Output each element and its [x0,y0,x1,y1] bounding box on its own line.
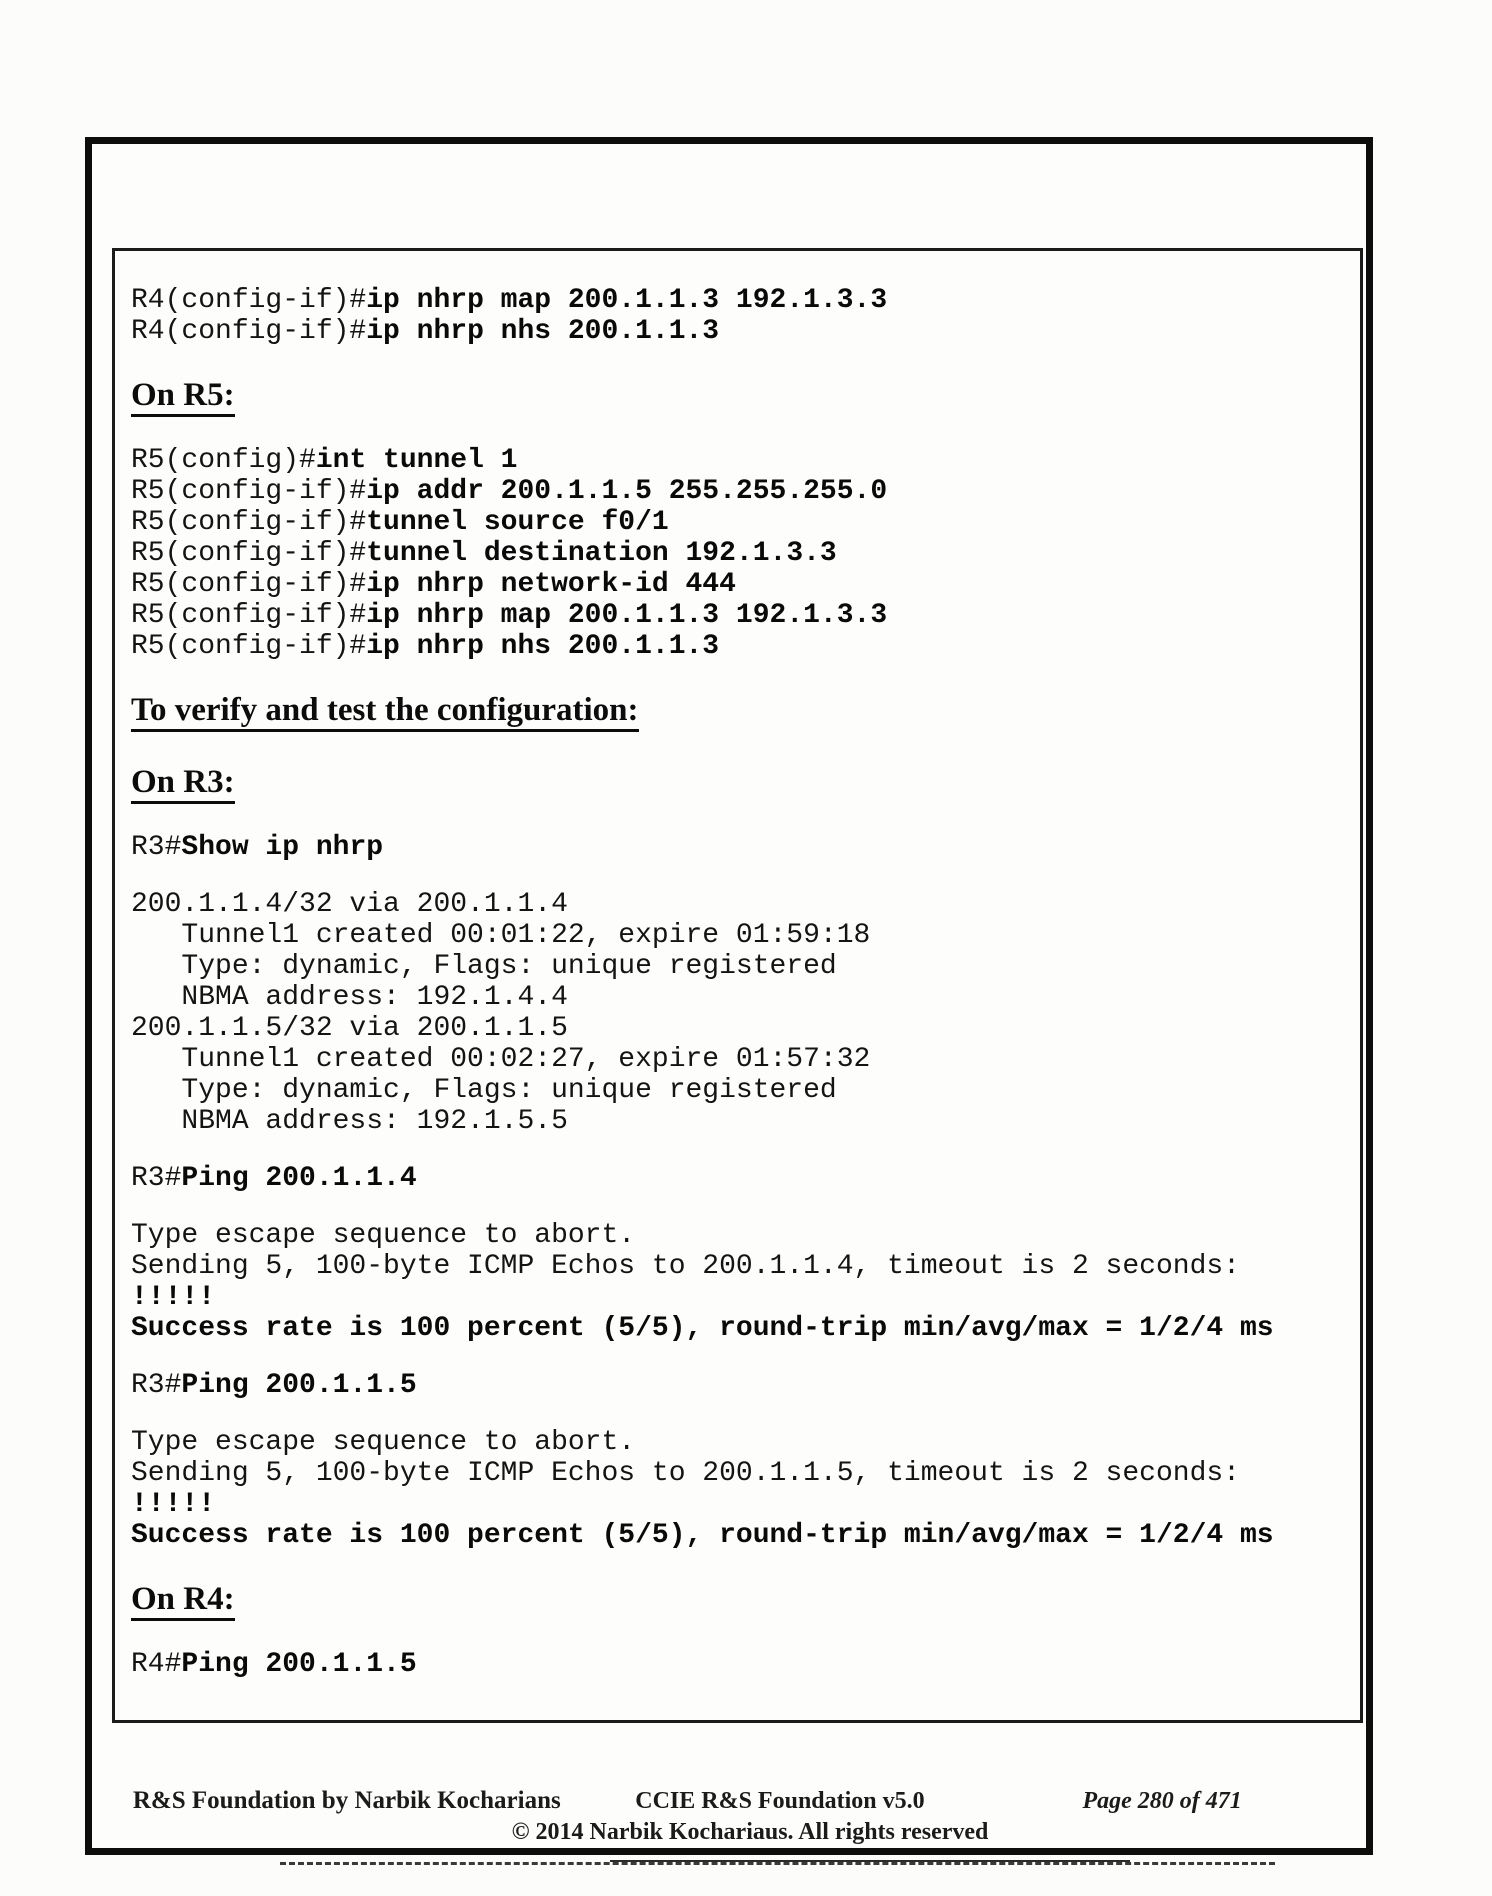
section-heading [131,1577,1342,1621]
console-line [131,538,1342,569]
console-line [131,476,1342,507]
console-line [131,631,1342,662]
console-block [131,889,1342,1137]
console-command-text: !!!!! [131,1282,216,1313]
console-command-text: !!!!! [131,1489,216,1520]
scan-artifact-line-2 [610,1860,1130,1862]
console-text: R5(config-if)# [131,569,367,600]
footer-book-title: R&S Foundation by Narbik Kocharians [132,1787,561,1814]
console-text: R4# [131,1649,182,1680]
console-line [131,1251,1342,1282]
console-block [131,1649,1342,1680]
section-heading-text: On R5: [131,377,235,417]
section-heading [131,760,1342,804]
console-block [131,285,1342,347]
footer-edition: CCIE R&S Foundation v5.0 [635,1788,925,1814]
console-line [131,445,1342,476]
footer-page-number: Page 280 of 471 [1082,1788,1242,1814]
console-command-text: ip nhrp nhs 200.1.1.3 [366,631,720,662]
console-text: R5(config)# [131,445,316,476]
console-line [131,951,1342,982]
console-line [131,1313,1342,1344]
console-line [131,1427,1342,1458]
console-text: R3# [131,832,182,863]
console-line [131,1282,1342,1313]
console-command-text: Success rate is 100 percent (5/5), round-trip min/avg/max = 1/2/4 ms [131,1313,1274,1344]
console-text: R3# [131,1163,182,1194]
console-text: R3# [131,1370,182,1401]
console-command-text: Show ip nhrp [181,832,384,863]
console-text: R5(config-if)# [131,476,367,507]
console-command-text: ip nhrp map 200.1.1.3 192.1.3.3 [366,600,888,631]
console-text: 200.1.1.4/32 via 200.1.1.4 [131,889,568,920]
footer-copyright: © 2014 Narbik Kochariaus. All rights reserved [511,1819,989,1845]
console-command-text: ip nhrp network-id 444 [366,569,736,600]
console-command-text: tunnel destination 192.1.3.3 [366,538,837,569]
console-line [131,285,1342,316]
console-content [131,285,1342,1680]
console-command-text: ip nhrp nhs 200.1.1.3 [366,316,720,347]
console-command-text: int tunnel 1 [315,445,518,476]
console-block [131,1427,1342,1551]
section-heading-text: To verify and test the configuration: [131,692,639,732]
console-text: 200.1.1.5/32 via 200.1.1.5 [131,1013,568,1044]
console-line [131,1163,1342,1194]
console-text: R5(config-if)# [131,600,367,631]
console-block [131,1220,1342,1344]
console-text: Sending 5, 100-byte ICMP Echos to 200.1.1.5, timeout is 2 seconds: [131,1458,1240,1489]
footer-row [92,1787,1366,1815]
console-line [131,1489,1342,1520]
console-line [131,1075,1342,1106]
console-line [131,1044,1342,1075]
section-heading-text: On R3: [131,764,235,804]
console-text: Tunnel1 created 00:02:27, expire 01:57:32 [131,1044,871,1075]
console-text: R5(config-if)# [131,631,367,662]
console-line [131,1370,1342,1401]
console-command-text: Ping 200.1.1.5 [181,1649,417,1680]
section-heading [131,688,1342,732]
section-heading [131,373,1342,417]
console-panel [112,248,1363,1723]
console-text: Type escape sequence to abort. [131,1427,636,1458]
console-block [131,445,1342,662]
console-line [131,982,1342,1013]
console-line [131,1520,1342,1551]
section-heading-text: On R4: [131,1581,235,1621]
console-text: NBMA address: 192.1.4.4 [131,982,568,1013]
console-block [131,832,1342,863]
console-command-text: ip nhrp map 200.1.1.3 192.1.3.3 [366,285,888,316]
console-line [131,1458,1342,1489]
console-command-text: tunnel source f0/1 [366,507,669,538]
console-text: R5(config-if)# [131,507,367,538]
console-line [131,600,1342,631]
console-line [131,316,1342,347]
console-text: R4(config-if)# [131,316,367,347]
console-text: NBMA address: 192.1.5.5 [131,1106,568,1137]
console-command-text: ip addr 200.1.1.5 255.255.255.0 [366,476,888,507]
console-command-text: Success rate is 100 percent (5/5), round-trip min/avg/max = 1/2/4 ms [131,1520,1274,1551]
scan-artifact-line [280,1862,1275,1865]
console-line [131,569,1342,600]
console-line [131,507,1342,538]
console-line [131,832,1342,863]
console-text: Type escape sequence to abort. [131,1220,636,1251]
console-command-text: Ping 200.1.1.4 [181,1163,417,1194]
console-text: Type: dynamic, Flags: unique registered [131,1075,837,1106]
console-line [131,1649,1342,1680]
console-line [131,1013,1342,1044]
console-command-text: Ping 200.1.1.5 [181,1370,417,1401]
console-line [131,920,1342,951]
console-block [131,1370,1342,1401]
console-text: Tunnel1 created 00:01:22, expire 01:59:18 [131,920,871,951]
console-block [131,1163,1342,1194]
console-line [131,1220,1342,1251]
console-line [131,1106,1342,1137]
console-text: Sending 5, 100-byte ICMP Echos to 200.1.1.4, timeout is 2 seconds: [131,1251,1240,1282]
page-border-frame [85,137,1373,1855]
console-text: R5(config-if)# [131,538,367,569]
console-line [131,889,1342,920]
console-text: R4(config-if)# [131,285,367,316]
console-text: Type: dynamic, Flags: unique registered [131,951,837,982]
page-footer [92,1787,1366,1846]
